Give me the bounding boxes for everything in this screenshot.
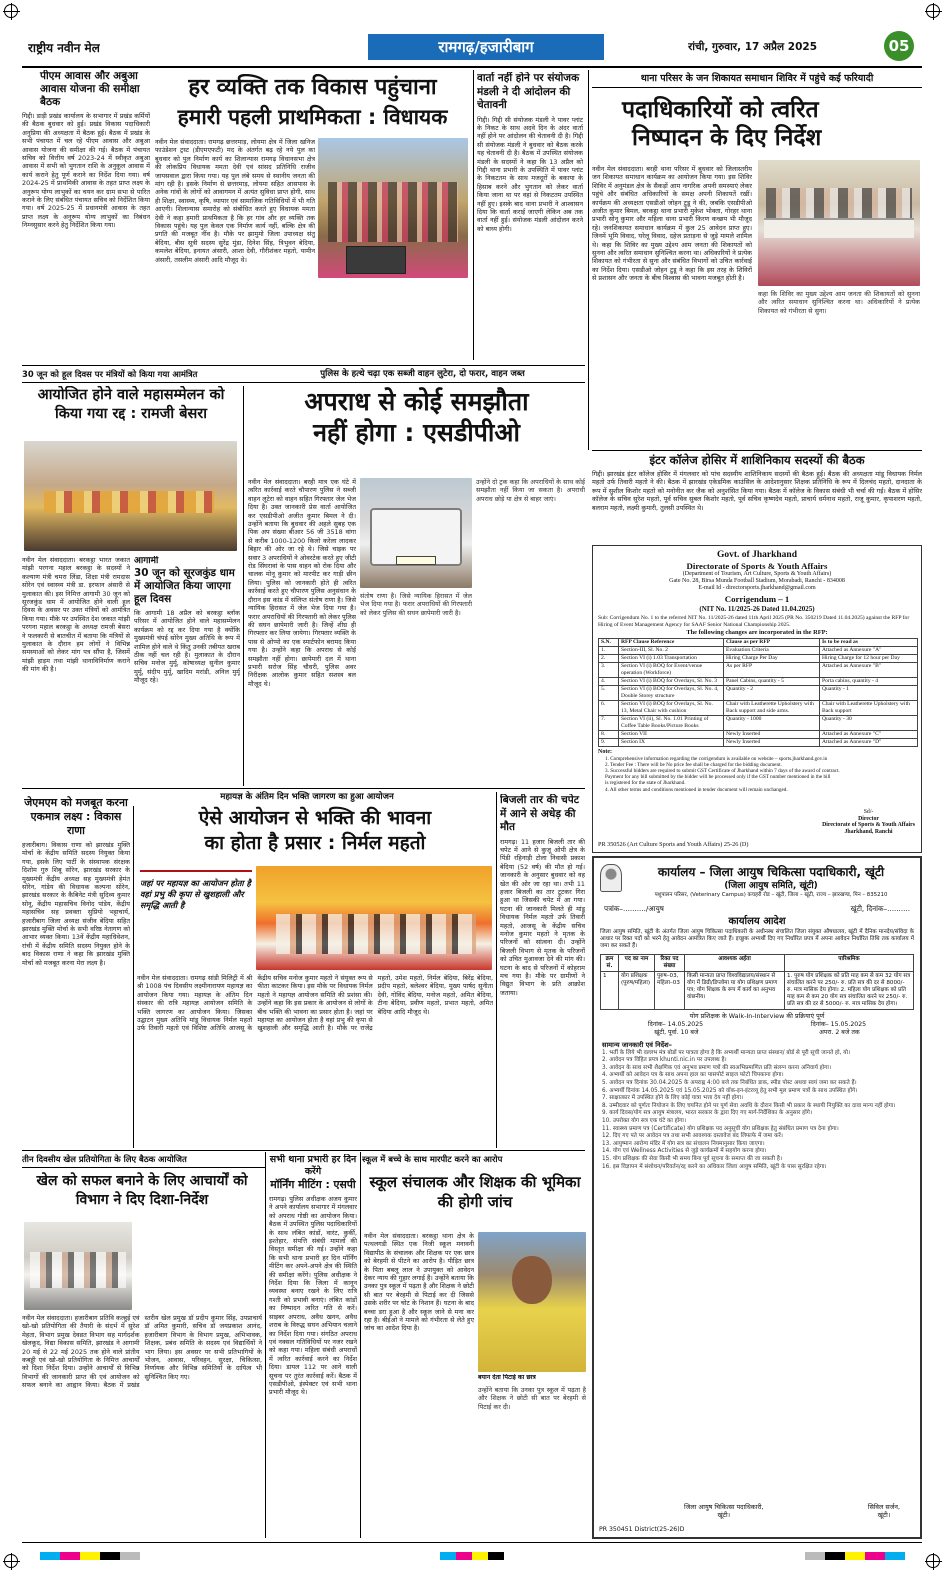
thana-photo bbox=[758, 160, 920, 286]
tender-col-sn: S.N. bbox=[599, 638, 619, 646]
footer-rule bbox=[22, 1542, 922, 1543]
mahasammelan-sub-heading: 30 जून को सूरजकुंड धाम में आयोजित किया जाएगा हूल दिवस bbox=[134, 567, 235, 605]
jmm-heading: जेएमएम को मजबूत करना एकमात्र लक्ष्य : विकास राणा bbox=[24, 796, 128, 837]
story-intercollege bbox=[592, 453, 922, 541]
bhakti-headline-1: ऐसे आयोजन से भक्ति की भावना bbox=[198, 807, 432, 829]
thana-body: नवीन मेल संवाददाता। बरही थाना परिसर में बुधवार को जिलास्तरीय जन शिकायत समाधान कार्यक्रम का आयोजन किया गया। इस शिविर शिविर में अनुमंडल क्षेत्र के सैकड़ों आम नागरिक अपनी समस्याएं लेकर पहुंचे और संबंधित अधिकारियों के समक्ष अपनी शिकायतें रखीं। कार्यक्रम की अध्यक्षता एसडीओ जोहन टुडू ने की, जबकि एसडीपीओ अजीत कुमार बिमल, बरकट्ठा थाना प्रभारी मुकेश भोक्ता, गोरहर थाना प्रभारी सोनू कुमार और महिला थाना प्रभारी किरण कच्छप भी मौजूद रहे। जनशिकायत समाधान कार्यक्रम में कुल 25 आवेदन प्राप्त हुए। जिनमें भूमि विवाद, घरेलू विवाद, दहेज प्रताड़ना से जुड़े मामले शामिल थे। कहा कि शिविर का मुख्य उद्देश्य आम जनता की शिकायतों को सुनना और त्वरित समाधान सुनिश्चित करना था। अधिकारियों ने प्रत्येक शिकायत को गंभीरता से सुना और संबंधित विभागों को उचित कार्रवाई का निर्देश दिया। एसडीओ जोहन टुडू ने कहा कि इस तरह के शिविरों से प्रशासन और जनता के बीच विश्वास की भावना मजबूत होती है। bbox=[592, 165, 752, 283]
khel-body: नवीन मेल संवाददाता। हजारीबाग प्रतिवि कल्हुई एवं खो-खो प्रतियोगिता की तैयारी के संदर्भ में सुरेश मेहता, विभाग प्रमुख देवव्रत विभाग सह मार्गदर्शक खेलकूद, विद्या विकास समिति, झारखंड ने आगामी 20 मई से 22 मई 2025 तक होने वाले प्रांतीय कबड्डी एवं खो-खो प्रतियोगिता के निमित्त आचार्यों को दिशा निर्देश दिया। उन्होंने आचार्यों से विभिन्न विभागों की जानकारी प्राप्त की एवं आयोजन को सफल बनाने का आह्वान किया। बैठक में प्रखंड स्तरीय खेल प्रमुख डॉ प्रदीप कुमार सिंह, उपप्राचार्य डॉ अमित कुमारी, सचिव डॉ जयप्रकाश आनंद, हजारीबाग विभाग के विभाग प्रमुख, अभिभावक, शिक्षक, प्रबंध समिति के सदस्य एवं विद्यार्थियों ने भाग लिया। इस अवसर पर सभी प्रतिभागियों के भोजन, आवास, परिवहन, सुरक्षा, चिकित्सा, निर्णायक और विभिन्न समितियों के दायित्व भी सुनिश्चित किए गए। bbox=[22, 1314, 262, 1390]
table-cell: 1. bbox=[599, 646, 619, 654]
story-bhakti bbox=[137, 806, 493, 864]
color-bar-right bbox=[805, 1552, 905, 1560]
ayush-sign-right bbox=[868, 1503, 900, 1519]
ayush-terms bbox=[594, 1050, 920, 1172]
ayush-sign-row bbox=[594, 1503, 920, 1519]
ayush-term: 10. उपरोक्त योग सत्र एक घंटे का होगा। bbox=[602, 1117, 686, 1124]
tender-title: Corrigendum – 1 bbox=[724, 594, 790, 604]
ayush-sign-left-place: खूंटी। bbox=[717, 1511, 731, 1519]
ayush-sign-right-place: खूंटी। bbox=[877, 1511, 891, 1519]
dateline: रांची, गुरुवार, 17 अप्रैल 2025 bbox=[688, 41, 817, 53]
table-cell: Quantity - 1 bbox=[820, 685, 918, 700]
apradh-body-col2 bbox=[360, 592, 472, 786]
ayush-title: कार्यालय – जिला आयुष चिकित्सा पदाधिकारी, खूंटी bbox=[657, 865, 885, 879]
table-row bbox=[599, 715, 918, 730]
ayush-letter-date: खूंटी, दिनांक–.......... bbox=[850, 904, 910, 913]
tender-nit: (NIT No. 11/2025-26 Dated 11.04.2025) bbox=[699, 605, 815, 613]
tender-note: 3. Successful bidders are required to submit GST Certificate of Jharkhand within 7 days of the award of contract. bbox=[605, 768, 840, 774]
jmm-body: हजारीबाग। विकास राणा को झारखंड मुक्ति मोर्चा के केंद्रीय समिति सदस्य नियुक्त किया गया, इसके लिए पार्टी के संस्थापक संरक्षक दिशोम गुरु शिबू सोरेन, झारखंड सरकार के मुख्यमंत्री केंद्रीय अध्यक्ष सह मुख्यमंत्री हेमंत सोरेन, गांडेय की विधायक कल्पना सोरेन, झारखंड सरकार के कैबिनेट मंत्री सुदिव्य कुमार सोनू, केंद्रीय महासचिव विनोद पांडेय, केंद्रीय महासचिव सह प्रवक्ता सुप्रियो भट्टाचार्य, हजारीबाग जिला अध्यक्ष संजीव बेदिया सहित झारखंड मुक्ति मोर्चा के सभी वरिष्ठ नेतागण को आभार व्यक्त किया। 13वें केंद्रीय महाधिवेशन, रांची में केंद्रीय समिति सदस्य नियुक्त होने के बाद विकास राणा ने कहा कि झारखंड मुक्ति मोर्चा को मजबूत करना मेरा लक्ष्य है। bbox=[22, 841, 130, 967]
vidhayak-headline-1: हर व्यक्ति तक विकास पहुंचाना bbox=[188, 75, 437, 100]
ayush-term: 9. कार्य दिवस/योग सत्र आयुष मंत्रालय, भारत सरकार के द्वारा दिए गए मार्ग-निर्देशिका के अनुसार होंगे। bbox=[602, 1110, 813, 1117]
tender-email: E-mail Id - directorsports.jharkhand@gmail.com bbox=[698, 585, 816, 591]
apradh-headline-2: नहीं होगा : एसडीपीओ bbox=[313, 418, 520, 447]
table-row bbox=[599, 646, 918, 654]
thana-photo-people bbox=[766, 188, 912, 218]
ayush-sign-left-title: जिला आयुष चिकित्सा पदाधिकारी, bbox=[684, 1503, 764, 1511]
ayush-address: पशुपालन परिसर, (Veterinary Campus) कचहरी रोड – खूंटी, जिला – खूंटी, राज्य – झारखण्ड, पिन – 835210 bbox=[654, 892, 888, 898]
tender-signatory-place: Jharkhand, Ranchi bbox=[844, 829, 893, 836]
tender-sd: Sd/- bbox=[863, 808, 874, 815]
tender-directorate: Directorate of Sports & Youth Affairs bbox=[686, 561, 828, 571]
ayush-row-sn: 1 bbox=[601, 971, 619, 1009]
table-cell: Section IX bbox=[619, 738, 724, 746]
vidhayak-photo bbox=[318, 138, 468, 278]
table-cell: Hiring Charge for 12 hour per Day bbox=[820, 654, 918, 662]
intercollege-body: गिद्दी। झारखंड इंटर कॉलेज होसिर में मंगलवार को पांच सदस्यीय शाशिनिकाय सदस्यों की बैठक हुई। बैठक की अध्यक्षता मांडू विधायक निर्मल महतो उर्फ तिवारी महतो ने की। बैठक में झारखंड एकेडमिक काउंसिल के आदेशानुसार शिक्षक प्रतिनिधि के रूप में दिलचंद महतो, दानदाता के रूप में सुशील किशोर महतो को मनोनीत कर जैक को अनुशंसित किया गया। बैठक में कॉलेज के विकास संबंधी भी चर्चा की गई। बैठक में होसिर कॉलेज के सचिव सुरेश महतो, पूर्व सचिव सुबल किशोर महतो, पूर्व सचिव कृष्णदेव महतो, प्राचार्य धर्मनाथ महतो, राजू कुमार, कृपाशरण महतो, बलराम महतो, लक्ष्मी कुमारी, तुलसी उपस्थित थे। bbox=[592, 470, 922, 512]
tender-note: 4. All other terms and conditions mentioned in tender document will remain unchanged. bbox=[605, 786, 788, 793]
registration-mark-icon bbox=[926, 1554, 940, 1568]
ayush-term: 8. उम्मीदवार को पूर्णतः नियोजन के लिए चयनित होने पर पूर्ण सेवा अवधि के दौरान किसी भी प्रकार के स्थायी नियुक्ति का दावा मान्य नहीं होगा। bbox=[602, 1102, 896, 1109]
table-cell: Section VI (i) BOQ for Overlays, Sl. No. 3 bbox=[619, 677, 724, 685]
story-pmawas bbox=[22, 70, 150, 365]
ayush-dates-row bbox=[594, 1021, 920, 1029]
table-cell: 7. bbox=[599, 715, 619, 730]
bhakti-headline-2: का होता है प्रसार : निर्मल महतो bbox=[204, 832, 426, 854]
col-divider-4 bbox=[133, 806, 134, 1148]
thana-body-2 bbox=[758, 290, 920, 450]
table-cell: 8. bbox=[599, 730, 619, 738]
table-cell: Section VI (ii), Sl. No. 1.01 Printing of Coffee Table Books/Picture Books bbox=[619, 715, 724, 730]
table-cell: Section VI (i) BOQ for Overlays, Sl. No. 13, Metal Chair with cushion bbox=[619, 700, 724, 715]
intercollege-heading: इंटर कॉलेज होसिर में शाशिनिकाय सदस्यों की बैठक bbox=[649, 453, 865, 467]
ayush-interview-note: योग प्रशिक्षक के Walk-In-Interview की प्रक्रियाएं पूर्ण bbox=[689, 1011, 825, 1020]
khel-photo bbox=[24, 1222, 132, 1310]
tender-govt: Govt. of Jharkhand bbox=[717, 550, 797, 560]
sp-heading: मॉर्निंग मीटिंग : एसपी bbox=[270, 1178, 356, 1191]
ayush-sign-right-title: सिविल सर्जन, bbox=[867, 1503, 900, 1511]
ayush-term: 12. दिए गए पते पर आवेदन पत्र तथा सभी आवश्यक दस्तावेज बंद लिफाफे में जमा करें। bbox=[602, 1133, 783, 1140]
bar-khel: तीन दिवसीय खेल प्रतियोगिता के लिए बैठक आयोजित bbox=[22, 1154, 187, 1164]
tender-note-label: Note: bbox=[598, 748, 612, 755]
section-rule-2 bbox=[22, 382, 585, 383]
mahasammelan-body: नवीन मेल संवाददाता। बरकट्ठा भारत जकात मांझी परगना महाल बरकट्ठा के सदस्यों ने कल्याण मंत्री चमरा लिंडा, शिक्षा मंत्री रामदास सोरेन एवं स्वास्थ्य मंत्री डा. इरफान अंसारी से मुलाकात की। इस निमित्त आगामी 30 जून को सूरजकुंड धाम में आयोजित होने वाली हूल दिवस के अवसर पर उक्त मंत्रियों को आमंत्रित किया गया। मौके पर उपस्थित देश जकात मांझी परगना महाल बरकट्ठा के अध्यक्ष रामजी बेसरा ने फलकारी से बातचीत में बताया कि मंत्रियों से मुलाकात के दौरान हम लोगों ने विभिन्न समस्याओं को लेकर मांग पत्र सौंपा है, जिसमें मांझी हाड़म तथा मांझी थानाविनिर्माण कराने की मांग की है। bbox=[22, 556, 130, 674]
col-divider-5 bbox=[496, 792, 497, 1148]
mahasammelan-sub-body: कि आगामी 18 अप्रैल को बरकट्ठा ब्लॉक परिसर में आयोजित होने वाले महासम्मेलन कार्यक्रम को रद्द कर दिया गया है क्योंकि मुख्यमंत्री चंपई सोरेन मुख्य अतिथि के रूप में शामिल होने वाले थे किंतु उनकी तबीयत खराब ठीक नहीं चल रही है। मुलाकात के दौरान सचिव मनोज मुर्मू, कोषाध्यक्ष सुनील कुमार मुर्मू, संदीप मुर्मू, खादिम मरांडी, अनिल मुर्मू मौजूद रहे। bbox=[134, 609, 240, 685]
table-cell: Attached as Annexure "A" bbox=[820, 646, 918, 654]
table-cell: Attached as Annexure "D" bbox=[820, 738, 918, 746]
apradh-body-cont2: उन्होंने दो ट्रक कहा कि अपराधियों के साथ कोई समझौता नहीं किया जा सकता है। अपराधी अपराध छोड़े या क्षेत्र से बाहर जाएं। bbox=[476, 478, 585, 503]
section-rule-4 bbox=[22, 1150, 585, 1151]
school-body-cont: उन्होंने बताया कि उनका पुत्र स्कूल में पढ़ता है और शिक्षक ने छोटी सी बात पर बेरहमी से पिटाई कर दी। bbox=[478, 1386, 586, 1411]
vidhayak-photo-plaque bbox=[346, 246, 406, 274]
masthead-rule bbox=[22, 66, 922, 68]
ayush-term: 14. योग एवं Wellness Activities से जुड़े कार्यक्रमों में सहयोग करना होगा। bbox=[602, 1148, 767, 1155]
story-khel bbox=[22, 1172, 262, 1227]
table-row bbox=[599, 685, 918, 700]
ayush-table bbox=[600, 954, 914, 1010]
table-cell: 6. bbox=[599, 700, 619, 715]
table-cell: Chair with Leatherette Upholstery with Back support and side arms. bbox=[724, 700, 820, 715]
masthead bbox=[22, 30, 922, 64]
table-row bbox=[599, 730, 918, 738]
mahasammelan-photo-flowers bbox=[44, 491, 214, 513]
bar-school: स्कूल में बच्चे के साथ मारपीट करने का आरोप bbox=[362, 1154, 503, 1164]
ayush-venue-row bbox=[594, 1029, 920, 1037]
ayush-pr: PR 350451 District(25-26)D bbox=[599, 1526, 685, 1533]
registration-mark-icon bbox=[926, 4, 940, 18]
tender-note: 2. Tender Fee : There will be No price fee shall be charged for the bidding document. bbox=[605, 761, 782, 768]
table-cell: Quantity - 1000 bbox=[724, 715, 820, 730]
thana-body-1 bbox=[592, 165, 752, 448]
ayush-col-pay: पारिश्रमिक bbox=[785, 954, 914, 971]
ayush-venue-left: खूंटी, पूर्वा. 10 बजे bbox=[654, 1028, 699, 1036]
school-photo-face bbox=[512, 1256, 552, 1304]
tender-intro: The following changes are incorporated in the RFP: bbox=[686, 628, 828, 636]
section-rule-thana bbox=[592, 450, 922, 451]
thana-body-cont: कहा कि शिविर का मुख्य उद्देश्य आम जनता की शिकायतों को सुनना और त्वरित समाधान सुनिश्चित करना था। अधिकारियों ने प्रत्येक शिकायत को गंभीरता से सुना। bbox=[758, 290, 920, 315]
bhakti-body-wrap bbox=[137, 974, 493, 1148]
color-bar-left bbox=[40, 1552, 140, 1560]
ayush-col-post: पद का नाम bbox=[619, 954, 655, 971]
ayush-term: 15. योग प्रशिक्षक की सेवा किसी भी समय बिना पूर्व सूचना के समाप्त की जा सकती है। bbox=[602, 1155, 783, 1162]
thana-photo-table bbox=[764, 218, 914, 238]
bar-mahayagya: महायज्ञ के अंतिम दिन भक्ति जागरण का हुआ आयोजन bbox=[220, 792, 394, 802]
ayush-term: 2. आवेदन पत्र विहित प्रपत्र khunti.nic.in पर उपलब्ध है। bbox=[602, 1057, 727, 1064]
table-cell: Quantity - 2 bbox=[724, 685, 820, 700]
tender-dept: (Department of Tourism, Art Culture, Sports & Youth Affairs) bbox=[682, 571, 832, 577]
bhakti-pullquote: जहां पर महायज्ञ का आयोजन होता है वहां प्रभु की कृपा से खुशहाली और समृद्धि आती है bbox=[140, 878, 251, 910]
tender-col-rfp: Clause as per RFP bbox=[724, 638, 820, 646]
table-cell: 5. bbox=[599, 685, 619, 700]
table-row bbox=[599, 654, 918, 662]
tender-col-clause: RFP Clause Reference bbox=[619, 638, 724, 646]
table-row bbox=[599, 738, 918, 746]
tender-notes bbox=[593, 756, 921, 793]
section-rule-3 bbox=[22, 788, 585, 789]
mahasammelan-photo bbox=[24, 441, 237, 551]
pmawas-body: गिद्दी। डाड़ी प्रखंड कार्यालय के सभागार में प्रखंड कर्मियों की बैठक बुधवार को हुई। प्रखंड विकास पदाधिकारी अनुप्रिया की अध्यक्षता में बैठक हुई। बैठक में प्रखंड के सभी पंचायत में चल रहे पीएम आवास और अबुआ आवास योजना की समीक्षा की गई। बैठक में पंचायत सचिव को वित्तीय वर्ष 2023-24 में स्वीकृत अबुआ आवास में सभी को भुगतान राशि के अनुकूल आवास में कार्य कराने हेतु पूर्ण कराने का निर्देश दिया गया। वर्ष 2024-25 में प्राथमिकी आवास के तहत प्राप्त लक्ष्य के अनुरूप योग्य लाभुकों का चयन कर ग्राम सभा से पारित कराने के लिए संबंधित पंचायत सचिव को निर्देशित किया गया। वर्ष 2025-25 में प्रधानमंत्री आवास के तहत प्राप्त लक्ष्य के अनुरूप योग्य लाभुकों का निबंधन निम्नसुसार करने हेतु निर्देशित किया गया। bbox=[22, 112, 150, 230]
ayush-row-pay: 1. पुरुष योग प्रशिक्षक को प्रति माह कम से कम 32 योग सत्र संचालित करने पर 250/- रु. प्रति सत्र की दर से 8000/- रु. मात्र मासिक देय होगा। 2. महिला योग प्रशिक्षक को प्रति माह कम से कम 20 योग सत्र संचालित करने पर 250/- रु. प्रति सत्र की दर से 5000/- रु. मात्र मासिक देय होगा। bbox=[785, 971, 914, 1009]
table-cell: Attached as Annexure "B" bbox=[820, 662, 918, 677]
pmawas-heading: पीएम आवास और अबुआ आवास योजना की समीक्षा बैठक bbox=[40, 70, 140, 108]
thana-kicker-rule bbox=[592, 87, 922, 88]
registration-mark-icon bbox=[4, 4, 18, 18]
table-cell: Section VI (i) BOQ for Event/venue operation (Workforce) bbox=[619, 662, 724, 677]
table-row bbox=[599, 677, 918, 685]
table-cell: Attached as Annexure "C" bbox=[820, 730, 918, 738]
col-divider-3 bbox=[243, 386, 244, 786]
tender-note: Payment for any bill submitted by the bidder will be processed only if the GST number mentioned in the bill bbox=[605, 774, 831, 781]
vartaa-heading: वार्ता नहीं होने पर संयोजक मंडली ने दी आंदोलन की चेतावनी bbox=[477, 72, 580, 111]
bhakti-photo bbox=[256, 866, 492, 970]
vidhayak-photo-people bbox=[328, 182, 458, 242]
table-cell: Section VI (i) BOQ for Overlays, Sl. No. 4, Double Storey structure bbox=[619, 685, 724, 700]
tender-address: Gate No. 28, Birsa Munda Football Stadium, Morabadi, Ranchi - 834008 bbox=[669, 578, 845, 584]
mahasammelan-sub-kicker: आगामी bbox=[134, 556, 159, 566]
story-vartaa bbox=[477, 72, 583, 362]
ayush-terms-heading: सामान्य जानकारी एवं निर्देश– bbox=[602, 1040, 672, 1049]
vidhayak-headline-2: हमारी पहली प्राथमिकता : विधायक bbox=[177, 105, 448, 129]
story-jmm bbox=[22, 792, 130, 1148]
sp-body: रामगढ़। पुलिस अधीक्षक अजय कुमार ने अपने कार्यालय सभागार में मंगलवार को अपराध गोष्ठी का आयोजन किया। बैठक में उपस्थित पुलिस पदाधिकारियों के साथ लंबित कांडों, वारंट, कुर्की, इश्तेहार, संपत्ति संबंधी मामलों की विस्तृत समीक्षा की गई। उन्होंने कहा कि सभी थाना प्रभारी हर दिन मॉर्निंग मीटिंग कर अपने-अपने क्षेत्र की स्थिति की समीक्षा करेंगे। पुलिस अधीक्षक ने निर्देश दिया कि जिला में कानून व्यवस्था बनाए रखने के लिए रात्रि गश्ती को प्रभावी बनाएं। लंबित कांडों का निष्पादन त्वरित गति से करें। साइबर अपराध, अवैध खनन, अवैध शराब के विरुद्ध सघन अभियान चलाने का निर्देश दिया गया। संगठित अपराध एवं नक्सल गतिविधियों पर नजर रखने को कहा गया। महिला संबंधी अपराधों में त्वरित कार्रवाई करने का निर्देश दिया। डायल 112 पर आने वाली सूचना पर तुरंत कार्रवाई करें। बैठक में एसडीपीओ, इंस्पेक्टर एवं सभी थाना प्रभारी मौजूद थे। bbox=[269, 1195, 357, 1397]
tender-note: is registered for the state of Jharkhand. bbox=[605, 780, 686, 787]
ayush-term: 7. साक्षात्कार में उपस्थित होने के लिए कोई यात्रा भत्ता देय नहीं होगा। bbox=[602, 1095, 744, 1102]
col-divider-2 bbox=[588, 70, 589, 450]
school-body-wrap bbox=[364, 1232, 474, 1538]
ayush-order-body: जिला आयुष समिति, खूंटी के अंतर्गत जिला आयुष चिकित्सा पदाधिकारी के अधीनस्थ संचालित जिला संयुक्त औषधालय, खूंटी में दैनिक मानदेय/संविदा के आधार पर रिक्त पदों को भरने हेतु आवेदन आमंत्रित किए जाते हैं। इच्छुक अभ्यर्थी दिए गए निर्धारित प्रपत्र में अपना आवेदन निर्धारित तिथि तक कार्यालय में जमा कर सकते हैं। bbox=[600, 929, 914, 950]
page-number: 05 bbox=[884, 31, 914, 61]
section-rule-1 bbox=[22, 365, 585, 366]
ayush-row-qualification: किसी मान्यता प्राप्त विश्वविद्यालय/संस्थान से योग में डिग्री/डिप्लोमा या योग प्रशिक्षण प्रमाण पत्र; योग शिक्षक के रूप में कार्य का अनुभव वांछनीय। bbox=[685, 971, 785, 1009]
apradh-body: नवीन मेल संवाददाता। बरही मात्र एक घंटे में त्वरित कार्रवाई करते चौपारण पुलिस ने सब्जी वाहन लूटेरा को वाहन सहित गिरफ्तार जेल भेज दिया है। उक्त जानकारी प्रेस वार्ता आयोजित कर एसडीपीओ अजीत कुमार बिमल ने दी। उन्होंने बताया कि बुधवार की अहले सुबह एक पिक अप संख्या बीआर 56 जी 3518 वांगा से करीब 1000-1200 किलो करेला लादकर बिहार की ओर जा रहे थे। जिसे चाइक पर सवार 3 अपराधियों ने ओवरटेक करते हुए जीटी रोड सिंघरावां के पास वाहन को रोक दिया और चालक मोनू कुमार को मारपीट कर गाड़ी छीन लिया। पुलिस को जानकारी होते ही त्वरित कार्रवाई करते हुए चौपारण पुलिस अनुसंधान के दौरान इस कांड में संलिप्त संतोष राणा है। जिसे न्यायिक हिरासत में जेल भेज दिया गया है। फरार अपराधियों की गिरफ्तारी को लेकर पुलिस की सघन छापेमारी जारी है। जिन्हें शीघ्र ही गिरफ्तार कर लिया जायेगा। गिरफ्तार व्यक्ति के पास से ओप्पो का एक स्मार्टफोन बरामद किया गया है। उन्होंने कहा कि अपराध से कोई समझौता नहीं होगा। छापेमारी दल में थाना प्रभारी सरोज सिंह चौधरी, पुलिस अवर निरीक्षक आलोक कुमार सहित सशस्त्र बल मौजूद थे। bbox=[248, 478, 356, 688]
story-bijli bbox=[500, 794, 585, 1148]
school-headline: स्कूल संचालक और शिक्षक की भूमिका की होगी जांच bbox=[369, 1173, 581, 1211]
apradh-photo-plate bbox=[396, 556, 436, 565]
school-photo bbox=[478, 1232, 586, 1372]
mahasammelan-body-wrap bbox=[22, 556, 130, 786]
bhakti-photo-people bbox=[276, 914, 476, 954]
apradh-body-wrap bbox=[248, 478, 356, 786]
ayush-row-post: योग प्रशिक्षक (पुरुष/महिला) bbox=[619, 971, 655, 1009]
section-rule-5 bbox=[22, 1167, 265, 1168]
story-apradh bbox=[248, 386, 585, 476]
thana-headline-2: निष्पादन के दिए निर्देश bbox=[632, 125, 822, 151]
ayush-term: 1. भर्ती के लिये भी वल्लभ मंत्र बोडों पर पात्रता होगा है कि अभ्यर्थी मान्यता प्राप्त संस्थान/ बोर्ड से पूरी सूची जानते हो, यो। bbox=[602, 1049, 851, 1056]
tender-signatory-org: Directorate of Sports & Youth Affairs bbox=[822, 822, 915, 829]
bhakti-pullquote-box bbox=[140, 870, 252, 932]
school-body: नवीन मेल संवाददाता। बरकट्ठा थाना क्षेत्र के पत्थलगडी स्थित एक निजी स्कूल मनावनी विद्यापीठ के संचालक और शिक्षक पर एक छात्र को बेरहमी से पीटने का आरोप है। पीड़ित छात्र के पिता बबलू लाल ने उपायुक्त को आवेदन देकर न्याय की गुहार लगाई है। उन्होंने बताया कि उनका पुत्र स्कूल में पढ़ता है और शिक्षक ने छोटी सी बात पर बेरहमी से पिटाई कर दी जिससे उसके शरीर पर चोट के निशान हैं। घटना के बाद बच्चा डरा हुआ है और स्कूल जाने से मना कर रहा है। बीईओ ने मामले को गंभीरता से लेते हुए जांच का आदेश दिया है। bbox=[364, 1232, 474, 1333]
col-divider-7 bbox=[360, 1152, 361, 1538]
bijli-body: रामगढ़। 11 हजार बिजली तार की चपेट में आने से कुजू ओपी क्षेत्र के पिंडी रहिनाड़ी टोला निवासी प्रकाश बेदिया (52 वर्ष) की मौत हो गई। जानकारी के अनुसार बुधवार को वह खेत की ओर जा रहा था। तभी 11 हजार बिजली का तार टूटकर गिरा हुआ था जिसकी चपेट में आ गया। घटना की जानकारी मिलते ही मांडू विधायक निर्मल महतो उर्फ तिवारी महतो, आजसू के केंद्रीय सचिव मनोज कुमार महतो ने मृतक के परिजनों को सांत्वना दी। उन्होंने बिजली विभाग से मृतक के परिजनों को उचित मुआवजा देने की मांग की। घटना के बाद से परिजनों में कोहराम मच गया है। मौके पर ग्रामीणों ने विद्युत विभाग के प्रति आक्रोश जताया। bbox=[500, 837, 585, 997]
ayush-venue-right: अपरा. 2 बजे तक bbox=[819, 1028, 860, 1036]
ayush-term: 4. अभ्यर्थी को आवेदन पत्र के साथ अपना हाल का पासपोर्ट साइज फोटो चिपकाना होगा। bbox=[602, 1072, 784, 1079]
ayush-table-header bbox=[601, 954, 914, 971]
registration-mark-icon bbox=[4, 1554, 18, 1568]
apradh-body-col3 bbox=[476, 478, 585, 786]
ayush-term: 11. स्वास्थ्य प्रमाण पत्र (Certificate) योग प्रशिक्षक पद अनुसूची योग प्रशिक्षक हेतु संबंधित प्रमाण पत्र देना होगा। bbox=[602, 1125, 839, 1132]
ayush-term: 16. इस विज्ञापन में संशोधन/परिवर्तन/रद्द करने का अधिकार जिला आयुष समिति, खूंटी के पास सुरक्षित रहेगा। bbox=[602, 1163, 827, 1170]
bar-police: पुलिस के हत्थे चढ़ा एक सब्जी वाहन लुटेरा, दो फरार, वाहन जब्त bbox=[320, 369, 525, 379]
sp-kicker: सभी थाना प्रभारी हर दिन करेंगे bbox=[269, 1154, 357, 1177]
table-cell: Porta cabins, quantity - 4 bbox=[820, 677, 918, 685]
table-row bbox=[599, 700, 918, 715]
vartaa-body: गिद्दी। गिद्दी सी संयोजक मंडली ने पावर प्लांट के निकट के साथ अदवे दिन के अंदर वार्ता नहीं होने पर आंदोलन की चेतावनी दी है। गिद्दी सी संयोजक मंडली ने बुधवार को बैठक करके यह चेतावनी दी है। बैठक में उपस्थित संयोजक मंडली के सदस्यों ने कहा कि 13 अप्रैल को गिद्दी थाना प्रभारी के उपस्थिति में पावर प्लांट के निकटतम के साथ मजदूरों के बकाया के हिसाब करने और भुगतान को लेकर वार्ता किया जाना था पर वहां से निकटतम उपस्थित नहीं हुए। इसके बाद थाना प्रभारी ने आश्वासन दिया कि वार्ता कराई जाएगी लेकिन अब तक वार्ता नहीं हुई। संयोजक मंडली आंदोलन करने को बाध्य होगी। bbox=[477, 115, 583, 233]
table-cell: Panel Cabins, quantity - 5 bbox=[724, 677, 820, 685]
table-cell: Chair with Leatherette Upholstery with Back support bbox=[820, 700, 918, 715]
ayush-row-vacancy: पुरुष–03, महिला–03 bbox=[655, 971, 685, 1009]
paper-name: राष्ट्रीय नवीन मेल bbox=[28, 41, 100, 55]
table-cell: Newly Inserted bbox=[724, 738, 820, 746]
ayush-term: 6. अभ्यर्थी दिनांक 14.05.2025 एवं 15.05.2025 को वॉक-इन-इंटरव्यू हेतु सभी मूल प्रमाण पत्रों के साथ उपस्थित होंगे। bbox=[602, 1087, 858, 1094]
ayush-date-right: दिनांक– 15.05.2025 bbox=[810, 1020, 867, 1028]
ayush-order-title: कार्यालय आदेश bbox=[728, 916, 786, 927]
tender-subject: Sub: Corrigendum No. 1 to the referred NIT No. 11/2025-26 dated 11th April 2025 (PR No. 350219 Dated 11.04.2025) against the RFP for Hiring of Event Management Agency for SAAF Senior National Championship 2025. bbox=[598, 615, 910, 628]
apradh-body-cont: संतोष राणा है। जिसे न्यायिक हिरासत में जेल भेज दिया गया है। फरार अपराधियों की गिरफ्तारी को लेकर पुलिस की सघन छापेमारी जारी है। bbox=[360, 592, 472, 617]
story-sp bbox=[269, 1154, 357, 1538]
table-cell: Section VI (i) 1.03 Transportation bbox=[619, 654, 724, 662]
ayush-letter-row bbox=[594, 899, 920, 915]
khel-body-wrap bbox=[22, 1314, 262, 1538]
col-divider-6 bbox=[265, 1152, 266, 1538]
tender-note: 1. Comprehensive information regarding the corrigendum is available on website – sports.jharkhand.gov.in bbox=[605, 755, 828, 762]
ayush-letter-no: पत्रांक–........../आयुष bbox=[604, 904, 664, 913]
ayush-col-vacancy: रिक्त पद संख्या bbox=[655, 954, 685, 971]
table-cell: Section-III, Sl. No. 2 bbox=[619, 646, 724, 654]
ayush-term: 13. आयुष्मान आरोग्य मंदिर में योग सत्र का संचालन नियमानुसार किया जाएगा। bbox=[602, 1140, 765, 1147]
tender-notice bbox=[592, 545, 922, 853]
table-cell: 3. bbox=[599, 662, 619, 677]
ayush-col-sn: क्रम सं. bbox=[601, 954, 619, 971]
school-body-col2 bbox=[478, 1386, 586, 1536]
bijli-heading: बिजली तार की चपेट में आने से अधेड़ की मौत bbox=[500, 794, 580, 833]
section-banner bbox=[368, 34, 604, 60]
table-cell: 2. bbox=[599, 654, 619, 662]
apradh-headline-1: अपराध से कोई समझौता bbox=[304, 387, 529, 416]
tender-signature bbox=[822, 809, 915, 836]
ayush-term: 5. आवेदन पत्र दिनांक 30.04.2025 के अपराह्न 4:00 बजे तक निबंधित डाक, स्पीड पोस्ट अथवा स्वयं जमा कर सकते हैं। bbox=[602, 1079, 857, 1086]
ayush-emblem-icon bbox=[600, 864, 622, 892]
vidhayak-body: नवीन मेल संवाददाता। रामगढ़ छत्तरमाड़, लोयमा क्षेत्र में जिला खनिज फाउंडेशन ट्रस्ट (डीएमएफटी) मद के अंतर्गत बढ़ रहे नये पुल का बुधवार को पुल निर्माण कार्य का शिलान्यास रामगढ़ विधानसभा क्षेत्र की लोकप्रिय विधायक ममता देवी एवं सांसद प्रतिनिधि राजीव जायसवाल द्वारा किया गया। यह पुल लंबे समय से स्थानीय जनता की मांग रही है। इसके निर्माण से छत्तरमाड़, लोयमा सहित आसपास के अनेक गांवों के लोगों को आवागमन में अत्यंत सुविधा प्राप्त होगी, साथ ही शिक्षा, स्वास्थ्य, कृषि, व्यापार एवं सामाजिक गतिविधियों में भी गति आएगी। शिलान्यास समारोह को संबोधित करते हुए विधायक ममता देवी ने कहा हमारी प्राथमिकता है कि हर गांव और हर व्यक्ति तक विकास पहुंचे। यह पुल केवल एक निर्माण कार्य नहीं, बल्कि क्षेत्र की प्रगति की मजबूत नींव है। मौके पर झामुमो जिला उपाध्यक्ष संतु बेदिया, बीस सूत्री सदस्य सुरेंद्र मुंडा, दिनेश सिंह, त्रिभुवन बेदिया, कमलेश बेदिया, इनायत अंसारी, आशा देवी, गौरीशंकर महतो, यामीन अंसारी, तसलीम अंसारी आदि मौजूद थे। bbox=[155, 138, 315, 264]
mahasammelan-sub bbox=[134, 556, 240, 786]
table-cell: 4. bbox=[599, 677, 619, 685]
ayush-notice bbox=[592, 856, 922, 1539]
school-caption: बयान देता पिटाई का छात्र bbox=[478, 1374, 536, 1381]
mahasammelan-headline: आयोजित होने वाले महासम्मेलन को किया गया रद्द : रामजी बेसरा bbox=[37, 387, 225, 422]
khel-headline: खेल को सफल बनाने के लिए आचार्यों को विभाग ने दिए दिशा-निर्देश bbox=[36, 1173, 248, 1208]
table-cell: As per RFP bbox=[724, 662, 820, 677]
bhakti-body: नवीन मेल संवाददाता। रामगढ़ सांडी मिलिट्री में श्री श्री 1008 पंच दिवसीय लक्ष्मीनारायण महायज्ञ का आयोजन किया गया। महायज्ञ के अंतिम दिन संस्कार की रात्रि महायज्ञ आयोजन समिति के भक्ति जागरण का आयोजन किया। जिसका उद्घाटन मुख्य अतिथि मांडू विधायक निर्मल महतो उर्फ तिवारी महतो एवं विशिष्ट अतिथि आजसू के केंद्रीय सचिव मनोज कुमार महतो ने संयुक्त रूप से फीता काटकर किया। इस मौके पर विधायक निर्मल महतो ने महायज्ञ आयोजन समिति की प्रशंसा की। उन्होंने कहा कि इस प्रकार के आयोजन से लोगों के बीच भक्ति की भावना का प्रसार होता है। जहां पर महायज्ञ का आयोजन होता है वहां प्रभु की कृपा से खुशहाली और समृद्धि आती है। मौके पर राजेंद्र महतो, उमेश महतो, निर्मल बेदिया, बिरेंद्र बेदिया, प्रदीप महतो, बलेश्वर बेदिया, मुख्य पार्षद सुनीता देवी, गोविंद बेदिया, मनोज महतो, अमित बेदिया, टीना बेदिया, प्रवीण महतो, प्रभात महतो, अमित बेदिया आदि मौजूद थे। bbox=[137, 974, 493, 1033]
ayush-subtitle: (जिला आयुष समिति, खूंटी) bbox=[724, 881, 818, 891]
section-title: रामगढ़/हजारीबाग bbox=[438, 38, 534, 56]
table-row bbox=[601, 971, 914, 1009]
tender-pr: PR 350526 (Art Culture Sports and Youth Affairs) 25-26 (D) bbox=[598, 841, 749, 848]
thana-headline-1: पदाधिकारियों को त्वरित bbox=[622, 97, 819, 123]
col-divider-1 bbox=[473, 70, 474, 360]
tender-signatory: Director bbox=[858, 815, 879, 822]
table-cell: 9. bbox=[599, 738, 619, 746]
table-cell: Newly Inserted bbox=[724, 730, 820, 738]
table-row bbox=[599, 662, 918, 677]
table-cell: Quantity - 30 bbox=[820, 715, 918, 730]
table-cell: Hiring Charge Per Day bbox=[724, 654, 820, 662]
tender-table bbox=[598, 638, 918, 747]
tender-col-read: Is to be read as bbox=[820, 638, 918, 646]
tender-table-header bbox=[599, 638, 918, 646]
bar-hul: 30 जून को हूल दिवस पर मंत्रियों को किया गया आमंत्रित bbox=[22, 369, 198, 379]
khel-photo-people bbox=[30, 1252, 126, 1288]
ayush-col-qualification: आवश्यक अर्हता bbox=[685, 954, 785, 971]
thana-kicker: थाना परिसर के जन शिकायत समाधान शिविर में पहुंचे कई फरियादी bbox=[640, 73, 874, 84]
apradh-photo bbox=[360, 478, 472, 588]
ayush-term: 3. आवेदन के साथ सभी शैक्षणिक एवं अनुभव प्रमाण पत्रों की स्वअभिप्रमाणित प्रति संलग्न करना अनिवार्य होगा। bbox=[602, 1064, 832, 1071]
ayush-date-left: दिनांक– 14.05.2025 bbox=[647, 1020, 704, 1028]
color-bar-center bbox=[440, 1552, 504, 1560]
ayush-sign-left bbox=[684, 1503, 764, 1519]
story-school bbox=[364, 1172, 586, 1232]
table-cell: Evaluation Criteria bbox=[724, 646, 820, 654]
table-cell: Section VII bbox=[619, 730, 724, 738]
vidhayak-body-top bbox=[155, 138, 315, 278]
